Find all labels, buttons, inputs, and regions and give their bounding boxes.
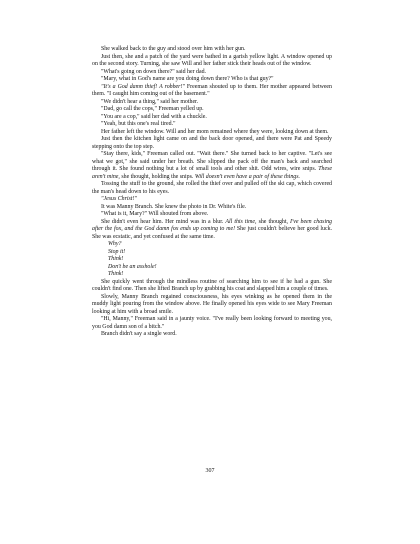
paragraph xyxy=(92,121,332,129)
text-run: She didn't even hear him. Her mind was in a blur. xyxy=(101,218,226,225)
text-run: Tossing the stuff to the ground, she rolled the thief over and pulled off the ski cap, which covered the man's head down to his eyes. xyxy=(92,181,332,195)
paragraph xyxy=(92,241,332,249)
italic-text: Will doesn't even have a pair of these things. xyxy=(194,173,300,180)
paragraph xyxy=(92,211,332,219)
text-run: Branch didn't say a single word. xyxy=(101,331,177,337)
text-run: Just then the kitchen light came on and the back door opened, and there were Pat and Speedy stepping onto the top step. xyxy=(92,136,332,150)
paragraph xyxy=(92,316,332,331)
paragraph xyxy=(92,249,332,257)
italic-text: I've been chasing after the fox, and the God damn fox ends up coming to me! xyxy=(92,218,332,232)
paragraph xyxy=(92,106,332,114)
text-run: Slowly, Manny Branch regained consciousness, his eyes winking as he opened them in the muddy light pouring from the window above. He finally opened his eyes wide to see Mary Freeman looking at him with a broad smile. xyxy=(92,293,332,315)
paragraph xyxy=(92,196,332,204)
paragraph xyxy=(92,76,332,84)
text-run: Just then, she and a patch of the yard were bathed in a garish yellow light. A window opened up on the second story. Turning, she saw Will and her father stick their heads out of the window. xyxy=(92,53,332,67)
paragraph xyxy=(92,151,332,181)
paragraph xyxy=(92,256,332,264)
paragraph xyxy=(92,54,332,69)
text-run: She quickly went through the mindless routine of searching him to see if he had a gun. She couldn't find one. Then she lifted Branch up by grabbing his coat and slapped him a couple of times. xyxy=(92,278,332,292)
paragraph xyxy=(92,84,332,99)
text-run: She just couldn't believe her good luck. She was ecstatic, and yet confused at the same time. xyxy=(92,226,332,240)
italic-text: Think! xyxy=(108,271,124,277)
text-run: she thought, xyxy=(256,218,290,225)
italic-text: "Jesus Christ!" xyxy=(101,196,137,202)
paragraph xyxy=(92,114,332,122)
text-run: "You are a cop," said her dad with a chuckle. xyxy=(101,113,207,120)
italic-text: Don't be an asshole! xyxy=(108,263,157,270)
body-text xyxy=(92,46,332,339)
paragraph xyxy=(92,99,332,107)
text-run: "Stay there, kids," Freeman called out. "Wait there." She turned back to her captive. "Let's see what we got," she said under her breath. She slipped the pack off the man's back and searched through it. She found nothing but a lot of small tools and other shit. Odd wires, wire snips. xyxy=(92,151,332,172)
text-run: It was Manny Branch. She knew the photo in Dr. White's file. xyxy=(101,203,247,210)
paragraph xyxy=(92,181,332,196)
italic-text: Think! xyxy=(108,256,124,262)
italic-text: All this time, xyxy=(225,218,257,225)
text-run: "What's going on down there?" said her dad. xyxy=(101,68,207,75)
paragraph xyxy=(92,331,332,339)
italic-text: Stop it! xyxy=(108,248,126,255)
text-run: she thought, holding the snips. xyxy=(119,173,195,180)
paragraph xyxy=(92,271,332,279)
paragraph xyxy=(92,294,332,317)
italic-text: Why? xyxy=(108,241,122,247)
text-run: Freeman shouted up to them. Her mother appeared between them. "I caught him coming out of the basement." xyxy=(92,83,332,97)
page-number: 307 xyxy=(205,468,215,474)
italic-text: "It's a God damn thief! A robber!" xyxy=(101,83,185,90)
text-run: "Mary, what in God's name are you doing down there? Who is that guy?" xyxy=(101,76,274,82)
paragraph xyxy=(92,136,332,151)
paragraph xyxy=(92,129,332,137)
text-run: Her father left the window. Will and her mom remained where they were, looking down at them. xyxy=(101,128,329,135)
paragraph xyxy=(92,264,332,272)
italic-text: These aren't mine, xyxy=(92,166,332,180)
text-run: "We didn't hear a thing," said her mother. xyxy=(101,98,199,105)
text-run: She walked back to the guy and stood over him with her gun. xyxy=(101,46,246,52)
paragraph xyxy=(92,69,332,77)
text-run: "Yeah, but this one's real tired." xyxy=(101,121,176,127)
text-run: "Dad, go call the cops," Freeman yelled up. xyxy=(101,106,204,112)
paragraph xyxy=(92,46,332,54)
paragraph xyxy=(92,219,332,242)
text-run: "What is it, Mary?" Will shouted from above. xyxy=(101,211,209,217)
text-run: "Hi, Manny," Freeman said in a jaunty voice. "I've really been looking forward to meeting you, you God damn son of a bitch." xyxy=(92,316,332,330)
paragraph xyxy=(92,279,332,294)
paragraph xyxy=(92,204,332,212)
